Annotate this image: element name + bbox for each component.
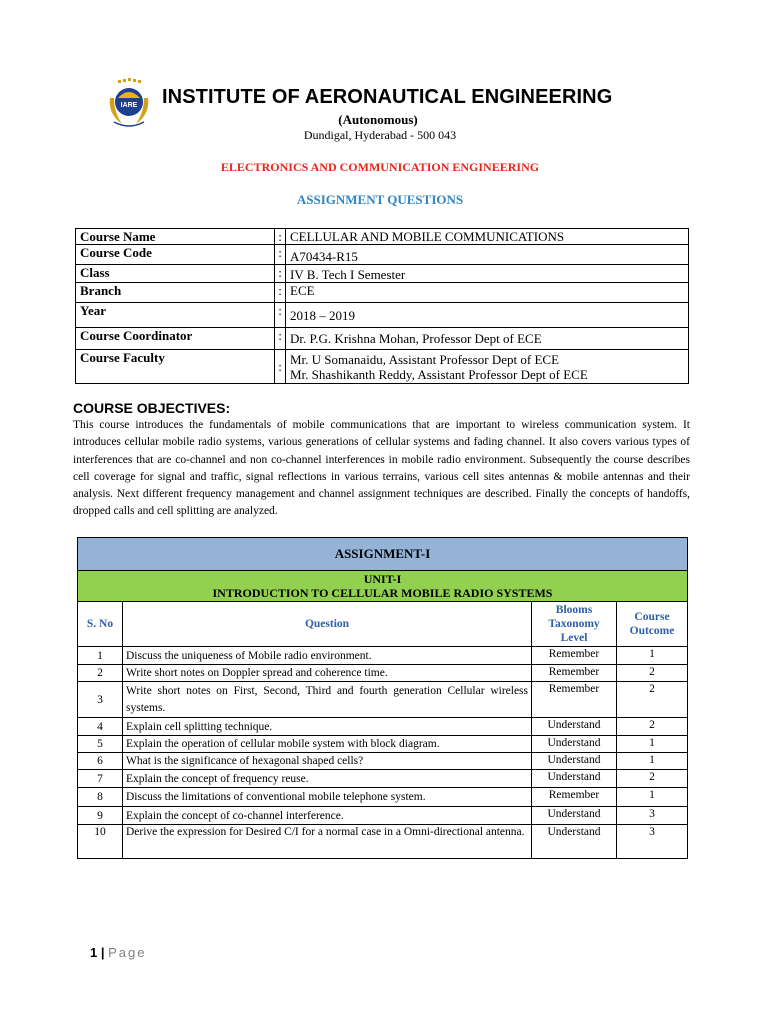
objectives-text: This course introduces the fundamentals of mobile communications that are important to wireless communication system. It introduces cellular mobile radio systems, various generations of cellular systems and fading channel. It also covers various types of interferences that are co-channel and non co-channel interferences in mobile radio environment. Subsequently the course describes cell coverage for signal and traffic, signal reflections in various terrains, various cell sites antennas & mobile antennas and their analysis. Next different frequency management and channel assignment techniques are described. Finally the concepts of handoffs, dropped calls and cell splitting are analyzed. bbox=[73, 419, 690, 518]
cell-question: Explain the concept of frequency reuse. bbox=[123, 770, 532, 788]
cell-blooms: Understand bbox=[532, 753, 617, 770]
cell-question: Explain cell splitting technique. bbox=[123, 718, 532, 736]
cell-outcome: 3 bbox=[617, 825, 688, 859]
cell-sno: 5 bbox=[78, 736, 123, 753]
info-key: Course Faculty bbox=[76, 350, 275, 384]
col-sno: S. No bbox=[78, 602, 123, 647]
info-value: ECE bbox=[286, 283, 689, 303]
info-sep: : bbox=[275, 303, 286, 328]
info-key: Course Code bbox=[76, 245, 275, 265]
autonomous-label: (Autonomous) bbox=[338, 112, 418, 127]
cell-sno: 7 bbox=[78, 770, 123, 788]
info-sep: : bbox=[275, 245, 286, 265]
cell-blooms: Understand bbox=[532, 770, 617, 788]
assignment-title: ASSIGNMENT-I bbox=[78, 538, 688, 571]
table-row bbox=[78, 788, 688, 807]
table-row bbox=[78, 665, 688, 682]
cell-outcome: 1 bbox=[617, 736, 688, 753]
cell-outcome: 1 bbox=[617, 647, 688, 665]
cell-outcome: 2 bbox=[617, 770, 688, 788]
info-row bbox=[76, 350, 689, 384]
cell-question: Write short notes on First, Second, Third and fourth generation Cellular wireless systems. bbox=[123, 682, 532, 718]
cell-outcome: 2 bbox=[617, 718, 688, 736]
cell-outcome: 1 bbox=[617, 788, 688, 807]
page-number: 1 bbox=[90, 945, 98, 960]
cell-question: Discuss the limitations of conventional mobile telephone system. bbox=[123, 788, 532, 807]
cell-outcome: 2 bbox=[617, 665, 688, 682]
info-value: CELLULAR AND MOBILE COMMUNICATIONS bbox=[286, 229, 689, 245]
cell-outcome: 3 bbox=[617, 807, 688, 825]
cell-blooms: Understand bbox=[532, 718, 617, 736]
cell-sno: 3 bbox=[78, 682, 123, 718]
info-row bbox=[76, 283, 689, 303]
course-info-table bbox=[75, 228, 689, 384]
info-row bbox=[76, 245, 689, 265]
cell-blooms: Understand bbox=[532, 736, 617, 753]
info-value: IV B. Tech I Semester bbox=[286, 265, 689, 283]
cell-blooms: Remember bbox=[532, 682, 617, 718]
info-key: Course Name bbox=[76, 229, 275, 245]
cell-blooms: Understand bbox=[532, 825, 617, 859]
department-name: ELECTRONICS AND COMMUNICATION ENGINEERING bbox=[220, 160, 540, 174]
cell-blooms: Remember bbox=[532, 788, 617, 807]
page-separator: | bbox=[100, 945, 105, 960]
objectives-heading: COURSE OBJECTIVES: bbox=[73, 400, 231, 416]
cell-sno: 6 bbox=[78, 753, 123, 770]
info-row bbox=[76, 265, 689, 283]
logo-text: IARE bbox=[120, 102, 138, 109]
table-row bbox=[78, 807, 688, 825]
info-sep: : bbox=[275, 229, 286, 245]
unit-label: UNIT-I bbox=[363, 572, 402, 586]
cell-question: What is the significance of hexagonal shaped cells? bbox=[123, 753, 532, 770]
info-row bbox=[76, 229, 689, 245]
page-label: Page bbox=[108, 945, 147, 960]
cell-question: Discuss the uniqueness of Mobile radio environment. bbox=[123, 647, 532, 665]
cell-sno: 1 bbox=[78, 647, 123, 665]
table-row bbox=[78, 825, 688, 859]
info-value: 2018 – 2019 bbox=[286, 303, 689, 328]
col-outcome: Course Outcome bbox=[617, 602, 688, 647]
cell-sno: 4 bbox=[78, 718, 123, 736]
cell-question: Explain the operation of cellular mobile system with block diagram. bbox=[123, 736, 532, 753]
cell-sno: 2 bbox=[78, 665, 123, 682]
cell-outcome: 2 bbox=[617, 682, 688, 718]
cell-blooms: Remember bbox=[532, 647, 617, 665]
info-row bbox=[76, 328, 689, 350]
cell-sno: 9 bbox=[78, 807, 123, 825]
info-key: Year bbox=[76, 303, 275, 328]
col-question: Question bbox=[123, 602, 532, 647]
cell-outcome: 1 bbox=[617, 753, 688, 770]
info-value: A70434-R15 bbox=[286, 245, 689, 265]
table-row bbox=[78, 718, 688, 736]
cell-blooms: Remember bbox=[532, 665, 617, 682]
info-key: Branch bbox=[76, 283, 275, 303]
cell-sno: 8 bbox=[78, 788, 123, 807]
info-key: Course Coordinator bbox=[76, 328, 275, 350]
institute-name: INSTITUTE OF AERONAUTICAL ENGINEERING bbox=[162, 86, 613, 108]
info-sep: : bbox=[275, 283, 286, 303]
table-row bbox=[78, 647, 688, 665]
address: Dundigal, Hyderabad - 500 043 bbox=[303, 128, 457, 142]
table-row bbox=[78, 736, 688, 753]
table-row bbox=[78, 770, 688, 788]
page-footer bbox=[90, 945, 147, 960]
cell-question: Explain the concept of co-channel interference. bbox=[123, 807, 532, 825]
cell-question: Write short notes on Doppler spread and coherence time. bbox=[123, 665, 532, 682]
info-sep: : bbox=[275, 265, 286, 283]
info-value: Mr. U Somanaidu, Assistant Professor Dept of ECE bbox=[290, 351, 560, 367]
document-title: ASSIGNMENT QUESTIONS bbox=[296, 192, 464, 207]
info-value-2: Mr. Shashikanth Reddy, Assistant Professor Dept of ECE bbox=[290, 366, 588, 382]
info-value: Dr. P.G. Krishna Mohan, Professor Dept of ECE bbox=[286, 328, 689, 350]
table-row bbox=[78, 682, 688, 718]
info-row bbox=[76, 303, 689, 328]
info-key: Class bbox=[76, 265, 275, 283]
table-row bbox=[78, 753, 688, 770]
col-blooms: Blooms Taxonomy Level bbox=[532, 602, 617, 647]
info-sep: : bbox=[275, 350, 286, 384]
cell-question: Derive the expression for Desired C/I for a normal case in a Omni-directional antenna. bbox=[123, 825, 532, 859]
assignment-table bbox=[77, 537, 688, 859]
unit-title: INTRODUCTION TO CELLULAR MOBILE RADIO SYSTEMS bbox=[212, 586, 553, 600]
cell-blooms: Understand bbox=[532, 807, 617, 825]
info-sep: : bbox=[275, 328, 286, 350]
cell-sno: 10 bbox=[78, 825, 123, 859]
